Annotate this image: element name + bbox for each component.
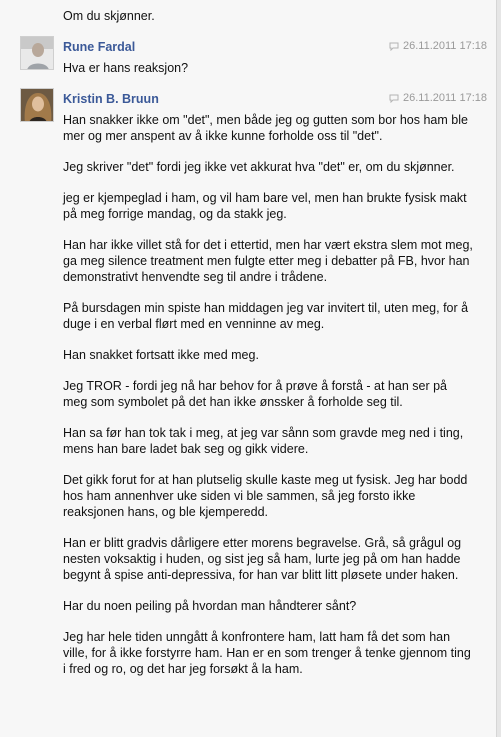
comment-meta <box>389 92 487 104</box>
avatar[interactable] <box>20 36 54 70</box>
comment-paragraph: Har du noen peiling på hvordan man håndterer sånt? <box>63 599 357 613</box>
comment-paragraph: Jeg har hele tiden unngått å konfrontere ham, latt ham få det som han ville, for å ikke forstyrre ham. Han er en som trenger å tenke gjennom ting i fred og ro, og det har jeg forsøkt å la ham. <box>63 630 471 676</box>
comment-paragraph: Han sa før han tok tak i meg, at jeg var sånn som gravde meg ned i ting, mens han bare ladet bak seg og gikk videre. <box>63 426 464 456</box>
avatar-photo-icon <box>21 89 54 122</box>
previous-comment-text: Om du skjønner. <box>63 9 155 23</box>
avatar-photo-icon <box>21 37 54 70</box>
speech-bubble-icon <box>389 42 399 51</box>
author-name[interactable]: Rune Fardal <box>63 40 136 54</box>
speech-bubble-icon <box>389 94 399 103</box>
comment-paragraph: Han har ikke villet stå for det i ettertid, men har vært ekstra slem mot meg, ga meg silence treatment men fulgte etter meg i debatter på FB, hvor han demonstrativt henvendte seg til andre i trådene. <box>63 238 473 284</box>
comment-paragraph: jeg er kjempeglad i ham, og vil ham bare vel, men han brukte fysisk makt på meg forrige mandag, og da stakk jeg. <box>63 191 467 221</box>
comment-paragraph: Han er blitt gradvis dårligere etter morens begravelse. Grå, så grågul og nesten voksaktig i huden, og sist jeg så ham, lurte jeg på om han hadde begynt å spise anti-depressiva, for han var blitt litt pløsete under haken. <box>63 536 462 582</box>
comment-paragraph: Hva er hans reaksjon? <box>63 61 189 75</box>
scrollbar-track[interactable] <box>496 0 501 737</box>
comment-paragraph: Det gikk forut for at han plutselig skulle kaste meg ut fysisk. Jeg har bodd hos ham annenhver uke siden vi ble sammen, så jeg forsto ikke reaksjonen hans, og ble kjemperedd. <box>63 473 468 519</box>
timestamp: 26.11.2011 17:18 <box>402 92 487 104</box>
comment-paragraph: På bursdagen min spiste han middagen jeg var invitert til, uten meg, for å duge i en verbal flørt med en venninne av meg. <box>63 301 469 331</box>
comment-paragraph: Jeg skriver "det" fordi jeg ikke vet akkurat hva "det" er, om du skjønner. <box>63 160 455 174</box>
comment-body <box>63 60 473 76</box>
comment-paragraph: Jeg TROR - fordi jeg nå har behov for å prøve å forstå - at han ser på meg som symbolet på det han ikke ønssker å forholde seg til. <box>63 379 447 409</box>
comment-body <box>63 112 473 692</box>
comment-meta <box>389 40 487 52</box>
author-name[interactable]: Kristin B. Bruun <box>63 92 159 106</box>
timestamp: 26.11.2011 17:18 <box>402 40 487 52</box>
comment-paragraph: Han snakker ikke om "det", men både jeg og gutten som bor hos ham ble mer og mer anspent av å ikke kunne forholde oss til "det". <box>63 113 468 143</box>
avatar[interactable] <box>20 88 54 122</box>
comment-paragraph: Han snakket fortsatt ikke med meg. <box>63 348 259 362</box>
